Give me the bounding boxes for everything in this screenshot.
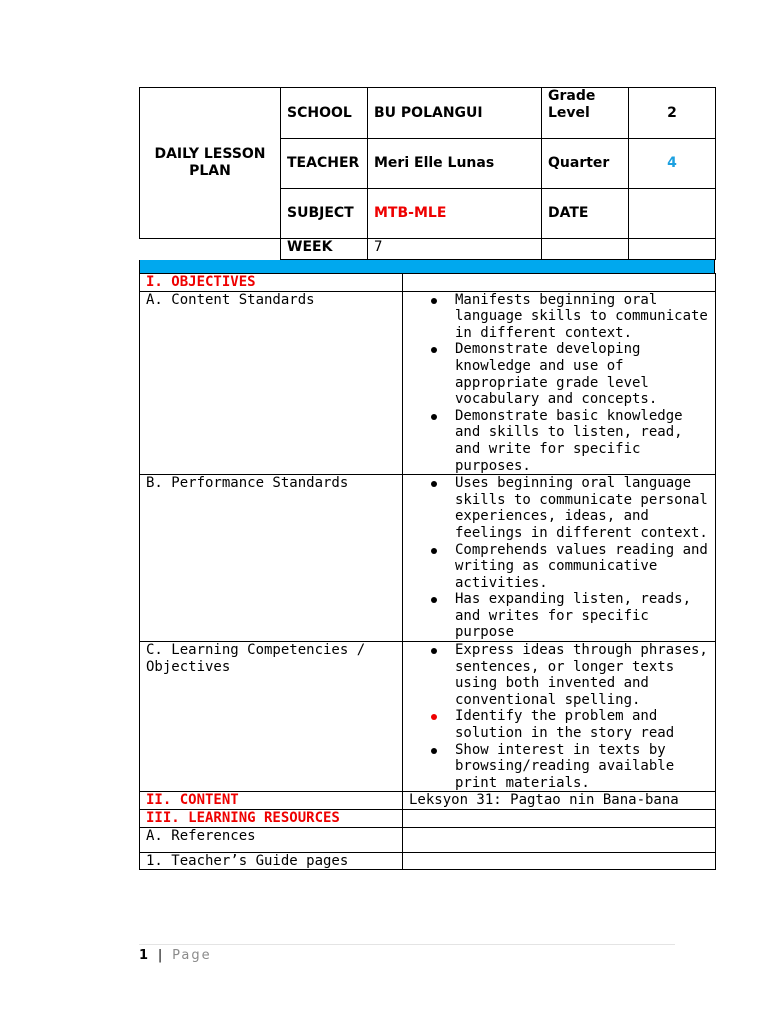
- footer-separator: |: [157, 948, 163, 963]
- content-standards-list: [409, 292, 709, 475]
- teachers-guide-empty: [403, 852, 716, 870]
- grade-level-label: Grade Level: [542, 88, 629, 139]
- performance-standards-cell: [403, 475, 716, 642]
- performance-standards-label: B. Performance Standards: [140, 475, 403, 642]
- date-value: [629, 189, 716, 239]
- list-item: Demonstrate basic knowledge and skills to listen, read, and write for specific purposes.: [455, 408, 709, 474]
- objectives-heading: I. OBJECTIVES: [140, 274, 403, 292]
- teacher-value: Meri Elle Lunas: [368, 139, 542, 189]
- school-value: BU POLANGUI: [368, 88, 542, 139]
- bullet-icon: [431, 548, 437, 554]
- week-empty-cell-2: [629, 239, 716, 260]
- teachers-guide-label: 1. Teacher’s Guide pages: [140, 852, 403, 870]
- list-item: Express ideas through phrases, sentences, or longer texts using both invented and conventional spelling.: [455, 642, 709, 708]
- references-empty: [403, 827, 716, 852]
- objectives-heading-empty: [403, 274, 716, 292]
- grade-level-value: 2: [629, 88, 716, 139]
- week-value: 7: [368, 239, 542, 260]
- bullet-icon: [431, 748, 437, 754]
- bullet-icon: [431, 298, 437, 304]
- performance-standards-list: [409, 475, 709, 641]
- bullet-icon: [431, 597, 437, 603]
- lesson-plan-title: DAILY LESSON PLAN: [140, 88, 281, 239]
- content-heading: II. CONTENT: [140, 792, 403, 810]
- section-divider-band: [139, 260, 715, 273]
- bullet-icon: [431, 347, 437, 353]
- learning-competencies-label: C. Learning Competencies / Objectives: [140, 642, 403, 792]
- objectives-table: [139, 273, 716, 870]
- subject-label: SUBJECT: [281, 189, 368, 239]
- header-table: [139, 87, 716, 260]
- list-item: Uses beginning oral language skills to communicate personal experiences, ideas, and feelings in different context.: [455, 475, 709, 541]
- list-item: Demonstrate developing knowledge and use of appropriate grade level vocabulary and concepts.: [455, 341, 709, 407]
- content-value: Leksyon 31: Pagtao nin Bana-bana: [403, 792, 716, 810]
- learning-resources-empty: [403, 810, 716, 828]
- page-number: 1: [139, 948, 149, 963]
- page-footer: [139, 948, 212, 963]
- week-label: WEEK: [281, 239, 368, 260]
- week-row-spacer: [140, 239, 281, 260]
- quarter-label: Quarter: [542, 139, 629, 189]
- footer-divider: [139, 944, 675, 945]
- list-item: Comprehends values reading and writing as communicative activities.: [455, 542, 709, 592]
- page-label: Page: [172, 948, 212, 963]
- content-standards-cell: [403, 291, 716, 475]
- learning-competencies-cell: [403, 642, 716, 792]
- bullet-icon: [431, 481, 437, 487]
- date-label: DATE: [542, 189, 629, 239]
- school-label: SCHOOL: [281, 88, 368, 139]
- learning-competencies-list: [409, 642, 709, 791]
- list-item: Show interest in texts by browsing/reading available print materials.: [455, 742, 709, 792]
- week-empty-cell-1: [542, 239, 629, 260]
- teacher-label: TEACHER: [281, 139, 368, 189]
- learning-resources-heading: III. LEARNING RESOURCES: [140, 810, 403, 828]
- subject-value: MTB-MLE: [368, 189, 542, 239]
- bullet-icon: [431, 648, 437, 654]
- bullet-icon: [431, 414, 437, 420]
- list-item: Manifests beginning oral language skills to communicate in different context.: [455, 292, 709, 342]
- content-standards-label: A. Content Standards: [140, 291, 403, 475]
- quarter-value: 4: [629, 139, 716, 189]
- references-label: A. References: [140, 827, 403, 852]
- list-item: Identify the problem and solution in the story read: [455, 708, 709, 741]
- list-item: Has expanding listen, reads, and writes for specific purpose: [455, 591, 709, 641]
- red-bullet-icon: [431, 714, 437, 720]
